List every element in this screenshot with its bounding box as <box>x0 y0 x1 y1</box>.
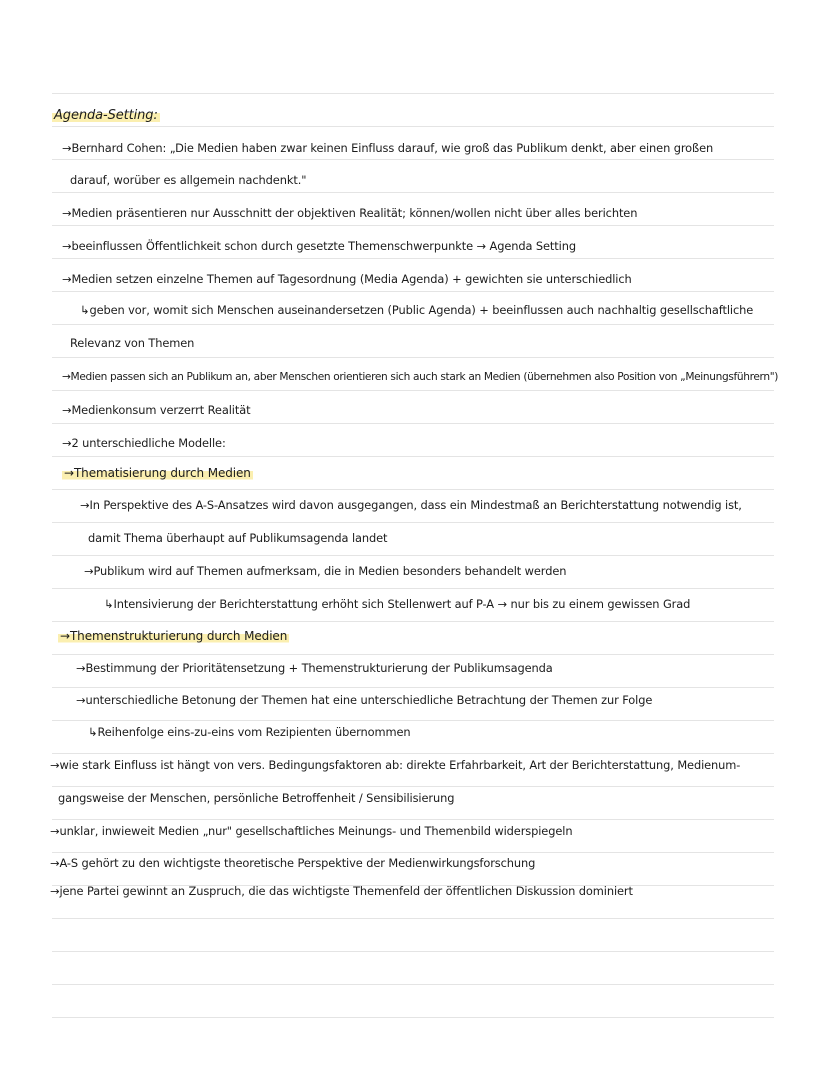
note-line: ↳Intensivierung der Berichterstattung erhöht sich Stellenwert auf P-A → nur bis zu einem gewissen Grad <box>104 597 691 611</box>
note-line: →Medien setzen einzelne Themen auf Tagesordnung (Media Agenda) + gewichten sie unterschiedlich <box>62 272 632 286</box>
rule <box>52 324 774 325</box>
rule <box>52 225 774 226</box>
note-line: →In Perspektive des A-S-Ansatzes wird davon ausgegangen, dass ein Mindestmaß an Berichterstattung notwendig ist, <box>80 498 742 512</box>
section-title-thematisierung <box>62 465 253 481</box>
note-line: Relevanz von Themen <box>70 336 195 350</box>
rule <box>52 423 774 424</box>
note-line: →unklar, inwieweit Medien „nur" gesellschaftliches Meinungs- und Themenbild widerspiegeln <box>50 824 573 838</box>
rule <box>52 687 774 688</box>
note-line: →Publikum wird auf Themen aufmerksam, die in Medien besonders behandelt werden <box>84 564 567 578</box>
rule <box>52 291 774 292</box>
page-title <box>52 108 160 124</box>
rule <box>52 192 774 193</box>
rule <box>52 753 774 754</box>
note-line: →Medien präsentieren nur Ausschnitt der objektiven Realität; können/wollen nicht über alles berichten <box>62 206 638 220</box>
rule <box>52 918 774 919</box>
section-highlight: →Thematisierung durch Medien <box>64 466 251 480</box>
section-highlight: →Themenstrukturierung durch Medien <box>60 629 288 643</box>
rule <box>52 1017 774 1018</box>
rule <box>52 951 774 952</box>
rule <box>52 852 774 853</box>
rule <box>52 357 774 358</box>
rule <box>52 258 774 259</box>
rule <box>52 126 774 127</box>
rule <box>52 654 774 655</box>
note-line: →wie stark Einfluss ist hängt von vers. Bedingungsfaktoren ab: direkte Erfahrbarkeit, Art der Berichterstattung, Medienum- <box>50 758 741 772</box>
rule <box>52 621 774 622</box>
note-line: darauf, worüber es allgemein nachdenkt." <box>70 173 307 187</box>
rule <box>52 555 774 556</box>
rule <box>52 786 774 787</box>
note-line: gangsweise der Menschen, persönliche Betroffenheit / Sensibilisierung <box>58 791 455 805</box>
rule <box>52 720 774 721</box>
rule <box>52 456 774 457</box>
rule <box>52 588 774 589</box>
note-line: →A-S gehört zu den wichtigste theoretische Perspektive der Medienwirkungsforschung <box>50 856 536 870</box>
rule <box>52 522 774 523</box>
rule <box>52 159 774 160</box>
title-highlight: Agenda-Setting: <box>54 108 158 123</box>
note-line: →Medien passen sich an Publikum an, aber Menschen orientieren sich auch stark an Medien (übernehmen also Position von „Meinungsführern") <box>62 371 779 383</box>
rule <box>52 93 774 94</box>
note-line: →Bernhard Cohen: „Die Medien haben zwar keinen Einfluss darauf, wie groß das Publikum denkt, aber einen großen <box>62 141 714 155</box>
rule <box>52 489 774 490</box>
note-line: damit Thema überhaupt auf Publikumsagenda landet <box>88 531 388 545</box>
note-line: →Medienkonsum verzerrt Realität <box>62 403 251 417</box>
note-line: →jene Partei gewinnt an Zuspruch, die das wichtigste Themenfeld der öffentlichen Diskussion dominiert <box>50 884 633 898</box>
note-line: →2 unterschiedliche Modelle: <box>62 436 226 450</box>
rule <box>52 984 774 985</box>
section-title-themenstrukturierung <box>58 628 289 644</box>
note-line: →beeinflussen Öffentlichkeit schon durch gesetzte Themenschwerpunkte → Agenda Setting <box>62 239 576 253</box>
note-line: ↳geben vor, womit sich Menschen auseinandersetzen (Public Agenda) + beeinflussen auch nachhaltig gesellschaftliche <box>80 303 754 317</box>
rule <box>52 390 774 391</box>
note-line: →unterschiedliche Betonung der Themen hat eine unterschiedliche Betrachtung der Themen zur Folge <box>76 693 653 707</box>
rule <box>52 819 774 820</box>
note-line: ↳Reihenfolge eins-zu-eins vom Rezipienten übernommen <box>88 725 411 739</box>
note-line: →Bestimmung der Prioritätensetzung + Themenstrukturierung der Publikumsagenda <box>76 661 553 675</box>
